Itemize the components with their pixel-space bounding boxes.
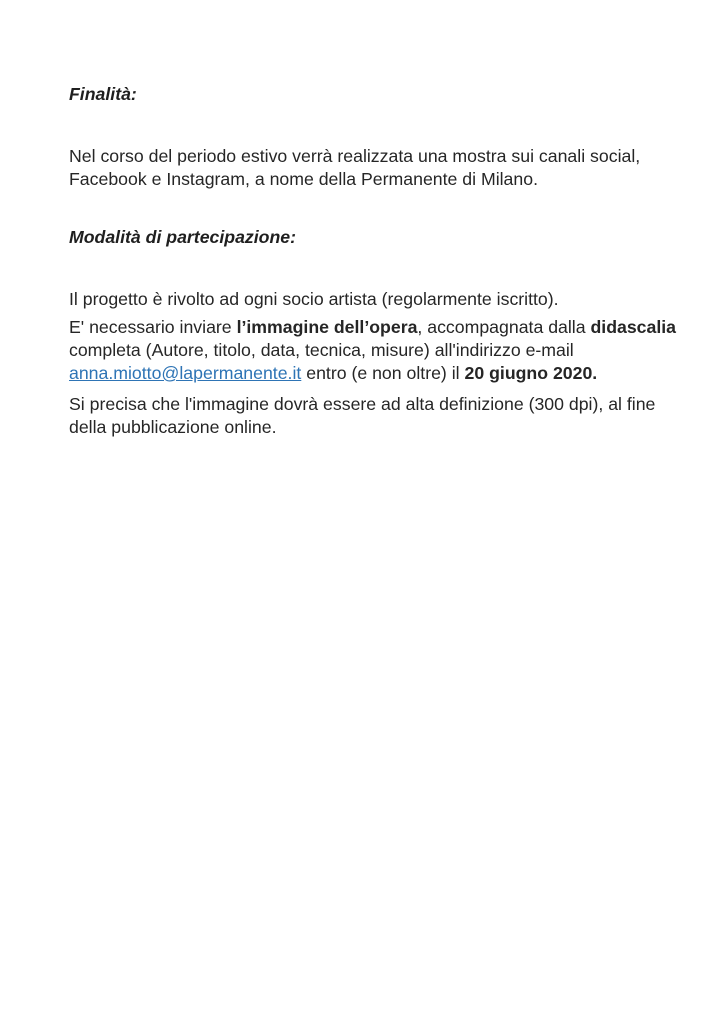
text-segment-bold: didascalia bbox=[590, 317, 677, 337]
paragraph-line: Il progetto è rivolto ad ogni socio artista (regolarmente iscritto). bbox=[69, 289, 559, 309]
text-segment-bold: 20 giugno 2020. bbox=[464, 363, 598, 383]
paragraph-line: della pubblicazione online. bbox=[69, 417, 277, 437]
paragraph-line bbox=[69, 362, 676, 385]
text-segment-bold: l’immagine dell’opera bbox=[236, 317, 418, 337]
paragraph-line: completa (Autore, titolo, data, tecnica, misure) all'indirizzo e-mail bbox=[69, 340, 574, 360]
paragraph-line: Facebook e Instagram, a nome della Permanente di Milano. bbox=[69, 169, 538, 189]
paragraph-invio bbox=[69, 316, 676, 385]
heading-finalita: Finalità: bbox=[69, 84, 137, 104]
paragraph-line: Nel corso del periodo estivo verrà realizzata una mostra sui canali social, bbox=[69, 146, 641, 166]
paragraph-progetto bbox=[69, 288, 559, 311]
text-segment: E' necessario inviare bbox=[69, 317, 237, 337]
paragraph-definizione bbox=[69, 393, 655, 439]
text-segment: entro (e non oltre) il bbox=[301, 363, 465, 383]
paragraph-mostra bbox=[69, 145, 640, 191]
text-segment: , accompagnata dalla bbox=[417, 317, 591, 337]
email-link[interactable]: anna.miotto@lapermanente.it bbox=[69, 363, 302, 383]
heading-modalita: Modalità di partecipazione: bbox=[69, 227, 297, 247]
paragraph-line bbox=[69, 316, 676, 339]
paragraph-line: Si precisa che l'immagine dovrà essere ad alta definizione (300 dpi), al fine bbox=[69, 394, 656, 414]
